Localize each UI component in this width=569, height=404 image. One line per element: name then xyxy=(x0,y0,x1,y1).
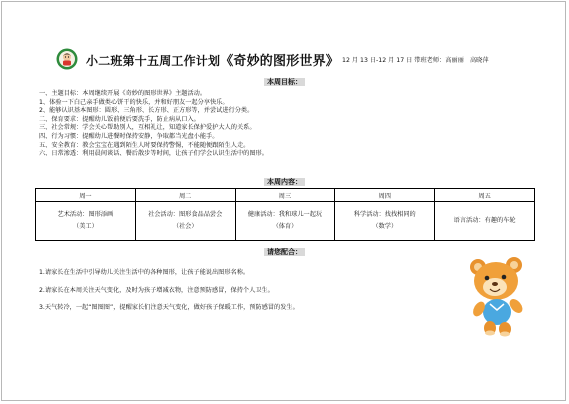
table-cell: 语言活动：有趣的车轮 xyxy=(435,202,535,241)
goals-heading: 本周目标： xyxy=(2,77,567,87)
table-cell: 科学活动：找找相同的 （数学） xyxy=(335,202,435,241)
goal-line: 四、行为习惯：提醒幼儿进餐时保持安静，争取都当光盘小能手。 xyxy=(39,132,219,140)
family-line: 3.天气转冷，一起“图图图”，提醒家长们注意天气变化，做好孩子保暖工作，预防感冒的发生。 xyxy=(39,304,299,311)
table-header-row xyxy=(36,189,535,202)
table-row xyxy=(36,202,535,241)
table-header-cell: 周三 xyxy=(235,189,335,202)
goal-line: 二、保育要求：提醒幼儿饭前便后要洗手，防止病从口入。 xyxy=(39,115,200,123)
goal-line: 三、社会常规：学会关心帮助别人，互相礼让，知道家长保护爱护大人的关系。 xyxy=(39,124,256,132)
goal-line: 1、体验一下白己亲手做类心饼干的快乐，并和好朋友一起分享快乐。 xyxy=(39,98,229,106)
family-line: 1.请家长在生活中引导幼儿关注生活中的各种图形，让孩子能说出图形名称。 xyxy=(39,269,250,276)
table-header-cell: 周四 xyxy=(335,189,435,202)
document-header xyxy=(56,49,489,69)
bear-mascot-icon xyxy=(464,254,530,338)
table-cell: 社会活动：图形食品品尝会 （社会） xyxy=(135,202,235,241)
goal-line: 2、能够认识基本图形：圆形、三角形、长方形、正方形等，并尝试进行分类。 xyxy=(39,107,254,115)
week-schedule-table xyxy=(35,188,535,241)
goal-line: 六、日常渗透：利用晨间谈话、餐后散步等时间，让孩子们学会认识生活中的图形。 xyxy=(39,150,268,158)
table-cell: 艺术活动：图形添画 （美工） xyxy=(36,202,136,241)
table-header-cell: 周五 xyxy=(435,189,535,202)
school-logo-icon xyxy=(56,48,78,70)
goal-line: 五、安全教育：教会宝宝在遇到陌生人时要保持警惕，不能随便跟陌生人走。 xyxy=(39,141,250,149)
week-heading: 本周内容： xyxy=(2,177,567,187)
document-page xyxy=(1,1,566,401)
family-notes xyxy=(39,264,479,317)
family-line: 2.请家长在本周关注天气变化，及时为孩子增减衣物，注意预防感冒，保持个人卫生。 xyxy=(39,286,274,294)
document-title: 小二班第十五周工作计划《奇妙的图形世界》 xyxy=(86,53,340,69)
date-teachers: 12 月 13 日-12 月 17 日 带班老师：高丽丽 高晓萍 xyxy=(342,56,489,64)
table-header-cell: 周二 xyxy=(135,189,235,202)
table-cell: 健康活动：我和球儿一起玩 （体育） xyxy=(235,202,335,241)
goals-list xyxy=(39,90,539,159)
goal-line: 一、主题目标：本周继续开展《奇妙的图形世界》主题活动。 xyxy=(39,90,207,97)
table-header-cell: 周一 xyxy=(36,189,136,202)
family-heading: 请您配合： xyxy=(2,247,567,257)
